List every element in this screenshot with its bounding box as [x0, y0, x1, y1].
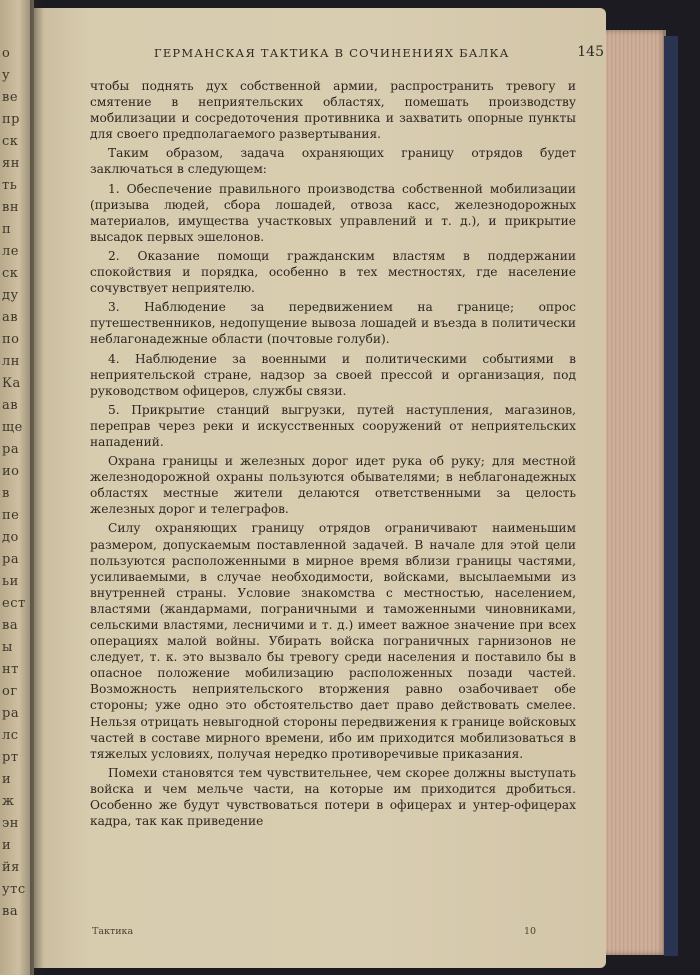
left-page-text-fragment: рт	[2, 750, 19, 765]
left-page-text-fragment: ра	[2, 552, 20, 567]
running-header	[154, 46, 614, 60]
paragraph: 2. Оказание помощи гражданским властям в поддержании спокойствия и порядка, особенно в тех местностях, где население сочувствует неприятелю.	[90, 248, 576, 296]
left-page-text-fragment: лс	[2, 728, 19, 743]
left-page-text-fragment: ио	[2, 464, 20, 479]
left-page-text-fragment: нт	[2, 662, 19, 677]
left-page-text-fragment: пе	[2, 508, 20, 523]
left-page-text-fragment: ть	[2, 178, 18, 193]
left-page-text-fragment: ог	[2, 684, 18, 699]
left-page-text-fragment: ск	[2, 134, 19, 149]
body-text	[90, 78, 576, 829]
left-page-text-fragment: п	[2, 222, 12, 237]
left-page-text-fragment: ав	[2, 398, 19, 413]
left-page-text-fragment: ле	[2, 244, 19, 259]
left-page-text-fragment: ве	[2, 90, 19, 105]
paragraph: Помехи становятся тем чувствительнее, чем скорее должны выступать войска и чем мельче части, на которые им приходится дробиться. Особенно же будут чувствоваться потери в офицерах и унтер-офицерах кадра, так как приведение	[90, 765, 576, 829]
left-page-text-fragment: ян	[2, 156, 20, 171]
signature-mark: Тактика	[92, 926, 134, 937]
book-cover-edge	[664, 36, 678, 956]
left-page-text-fragment: ав	[2, 310, 19, 325]
left-page-text-fragment: вн	[2, 200, 19, 215]
left-page-text-fragment: и	[2, 772, 12, 787]
left-page-text-fragment: ест	[2, 596, 26, 611]
left-facing-page	[0, 0, 34, 975]
paragraph: Силу охраняющих границу отрядов ограничивают наименьшим размером, допускаемым поставленной задачей. В начале для этой цели пользуются расположенными в мирное время вблизи границы частями, усиливаемыми, в случае необходимости, войсками, высылаемыми из внутренней страны. Условие знакомства с местностью, населением, властями (жандармами, пограничными и таможенными чиновниками, сельскими властями, лесничими и т. д.) имеет важное значение при всех операциях малой войны. Убирать войска пограничных гарнизонов не следует, т. к. это вызвало бы тревогу среди населения и поставило бы в опасное положение мобилизацию расположенных позади частей. Возможность неприятельского вторжения равно озабочивает обе стороны; уже одно это обстоятельство дает право действовать смелее. Нельзя отрицать невыгодной стороны передвижения к границе войсковых частей в составе мирного времени, ибо им приходится мобилизоваться в тяжелых условиях, получая нередко противоречивые приказания.	[90, 521, 576, 761]
left-page-text-fragment: по	[2, 332, 20, 347]
left-page-text-fragment: ск	[2, 266, 19, 281]
paragraph: 5. Прикрытие станций выгрузки, путей наступления, магазинов, переправ через реки и искусственных сооружений от неприятельских нападений.	[90, 402, 576, 449]
left-page-text-fragment: ра	[2, 442, 20, 457]
left-page-text-fragment: эн	[2, 816, 19, 831]
page-stack-edge	[600, 30, 666, 955]
left-page-text-fragment: утс	[2, 882, 26, 897]
left-page-text-fragment: Ка	[2, 376, 21, 391]
paragraph: Таким образом, задача охраняющих границу отрядов будет заключаться в следующем:	[90, 146, 576, 177]
left-page-text-fragment: ра	[2, 706, 20, 721]
left-page-text-fragment: в	[2, 486, 10, 501]
left-page-text-fragment: ва	[2, 618, 19, 633]
running-title: ГЕРМАНСКАЯ ТАКТИКА В СОЧИНЕНИЯХ БАЛКА	[154, 46, 510, 60]
left-page-text-fragment: ы	[2, 640, 13, 655]
left-page-text-fragment: до	[2, 530, 19, 545]
book-gutter-shadow	[30, 0, 44, 975]
left-page-text-fragment: ж	[2, 794, 15, 809]
left-page-text-fragment: ва	[2, 904, 19, 919]
sheet-number: 10	[524, 926, 537, 937]
book-page	[34, 8, 606, 968]
paragraph: Охрана границы и железных дорог идет рука об руку; для местной железнодорожной охраны пользуются обывателями; в неблагонадежных областях местные жители делаются ответственными за целость железных дорог и телеграфов.	[90, 454, 576, 517]
left-page-text-fragment: ьи	[2, 574, 19, 589]
paragraph: 4. Наблюдение за военными и политическими событиями в неприятельской стране, надзор за своей прессой и организация, под руководством офицеров, службы связи.	[90, 351, 576, 398]
paragraph: чтобы поднять дух собственной армии, распространить тревогу и смятение в неприятельских областях, помешать производству мобилизации и сосредоточения противника и захватить опорные пункты для своего предполагаемого развертывания.	[90, 79, 576, 142]
left-page-text-fragment: у	[2, 68, 11, 83]
left-page-text-fragment: ду	[2, 288, 19, 303]
left-page-text-fragment: о	[2, 46, 11, 61]
left-page-text-fragment: пр	[2, 112, 20, 127]
paragraph: 3. Наблюдение за передвижением на границе; опрос путешественников, недопущение вывоза лошадей и въезда в политически неблагонадежные области (почтовые голуби).	[90, 300, 576, 347]
paragraph: 1. Обеспечение правильного производства собственной мобилизации (призыва людей, сбора лошадей, отвоза касс, железнодорожных материалов, имущества участковых управлений и т. д.), и прикрытие высадок первых эшелонов.	[90, 181, 576, 244]
left-page-text-fragment: и	[2, 838, 12, 853]
page-number: 145	[577, 44, 604, 60]
left-page-text-fragment: йя	[2, 860, 20, 875]
left-page-text-fragment: ще	[2, 420, 23, 435]
left-page-text-fragment: лн	[2, 354, 20, 369]
